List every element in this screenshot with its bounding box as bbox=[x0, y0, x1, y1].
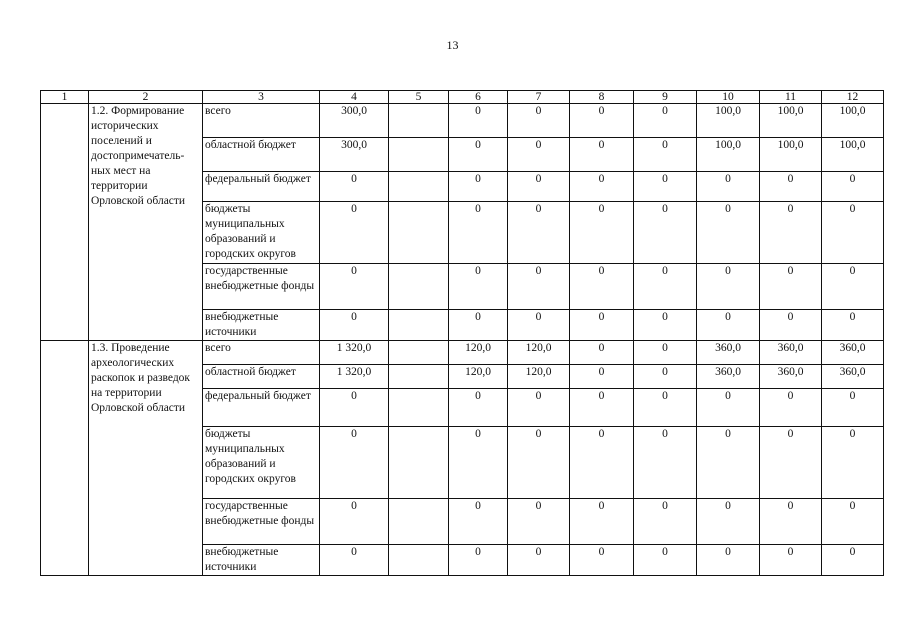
value-cell: 0 bbox=[634, 138, 697, 172]
value-cell: 0 bbox=[634, 545, 697, 576]
value-cell: 0 bbox=[760, 545, 822, 576]
value-cell: 0 bbox=[634, 365, 697, 389]
value-cell: 360,0 bbox=[822, 365, 884, 389]
value-cell: 0 bbox=[320, 389, 389, 427]
value-cell: 0 bbox=[570, 172, 634, 202]
value-cell: 0 bbox=[449, 499, 508, 545]
value-cell: 0 bbox=[822, 499, 884, 545]
value-cell: 0 bbox=[697, 172, 760, 202]
funding-source-cell: федеральный бюджет bbox=[203, 172, 320, 202]
value-cell: 0 bbox=[697, 264, 760, 310]
value-cell: 360,0 bbox=[697, 365, 760, 389]
value-cell: 0 bbox=[634, 427, 697, 499]
value-cell: 100,0 bbox=[760, 138, 822, 172]
value-cell: 0 bbox=[449, 427, 508, 499]
budget-table-container bbox=[40, 90, 884, 576]
funding-source-cell: всего bbox=[203, 341, 320, 365]
value-cell: 0 bbox=[760, 310, 822, 341]
value-cell: 0 bbox=[822, 264, 884, 310]
value-cell: 0 bbox=[449, 545, 508, 576]
value-cell: 0 bbox=[508, 310, 570, 341]
value-cell: 100,0 bbox=[697, 104, 760, 138]
value-cell: 0 bbox=[760, 427, 822, 499]
table-row bbox=[41, 341, 884, 365]
value-cell: 0 bbox=[570, 545, 634, 576]
value-cell: 0 bbox=[320, 499, 389, 545]
funding-source-cell: бюджеты муниципальных образований и городских округов bbox=[203, 202, 320, 264]
header-cell: 9 bbox=[634, 91, 697, 104]
section-title: 1.2. Формирование исторических поселений и достопримечатель-ных мест на территории Орловской области bbox=[89, 104, 203, 341]
value-cell: 0 bbox=[508, 104, 570, 138]
value-cell: 360,0 bbox=[697, 341, 760, 365]
value-cell bbox=[389, 104, 449, 138]
funding-source-cell: внебюджетные источники bbox=[203, 545, 320, 576]
funding-source-cell: бюджеты муниципальных образований и городских округов bbox=[203, 427, 320, 499]
value-cell: 100,0 bbox=[822, 104, 884, 138]
value-cell: 0 bbox=[570, 310, 634, 341]
value-cell: 0 bbox=[570, 104, 634, 138]
value-cell: 0 bbox=[634, 172, 697, 202]
funding-source-cell: государственные внебюджетные фонды bbox=[203, 499, 320, 545]
value-cell: 0 bbox=[449, 389, 508, 427]
value-cell: 0 bbox=[570, 365, 634, 389]
value-cell: 0 bbox=[634, 104, 697, 138]
value-cell bbox=[389, 202, 449, 264]
value-cell: 0 bbox=[449, 138, 508, 172]
value-cell: 0 bbox=[822, 310, 884, 341]
value-cell: 0 bbox=[822, 172, 884, 202]
value-cell: 0 bbox=[449, 310, 508, 341]
value-cell: 0 bbox=[760, 172, 822, 202]
value-cell: 0 bbox=[449, 264, 508, 310]
row-number-cell bbox=[41, 104, 89, 341]
value-cell: 0 bbox=[697, 545, 760, 576]
header-cell: 11 bbox=[760, 91, 822, 104]
value-cell: 120,0 bbox=[449, 365, 508, 389]
value-cell bbox=[389, 264, 449, 310]
value-cell: 300,0 bbox=[320, 104, 389, 138]
value-cell: 360,0 bbox=[760, 341, 822, 365]
value-cell bbox=[389, 389, 449, 427]
header-cell: 2 bbox=[89, 91, 203, 104]
value-cell: 120,0 bbox=[508, 341, 570, 365]
value-cell: 0 bbox=[508, 202, 570, 264]
value-cell: 0 bbox=[508, 138, 570, 172]
header-row bbox=[41, 91, 884, 104]
table-row bbox=[41, 104, 884, 138]
value-cell: 0 bbox=[697, 389, 760, 427]
value-cell: 0 bbox=[508, 264, 570, 310]
funding-source-cell: государственные внебюджетные фонды bbox=[203, 264, 320, 310]
value-cell: 0 bbox=[320, 545, 389, 576]
value-cell: 0 bbox=[449, 202, 508, 264]
value-cell: 0 bbox=[320, 427, 389, 499]
value-cell: 360,0 bbox=[822, 341, 884, 365]
header-cell: 12 bbox=[822, 91, 884, 104]
value-cell: 0 bbox=[508, 545, 570, 576]
value-cell: 0 bbox=[822, 389, 884, 427]
value-cell: 0 bbox=[570, 499, 634, 545]
value-cell: 0 bbox=[634, 341, 697, 365]
budget-table bbox=[40, 90, 884, 576]
value-cell: 0 bbox=[508, 389, 570, 427]
header-cell: 7 bbox=[508, 91, 570, 104]
value-cell: 0 bbox=[634, 389, 697, 427]
funding-source-cell: внебюджетные источники bbox=[203, 310, 320, 341]
funding-source-cell: федеральный бюджет bbox=[203, 389, 320, 427]
value-cell: 0 bbox=[320, 264, 389, 310]
value-cell: 100,0 bbox=[822, 138, 884, 172]
value-cell: 1 320,0 bbox=[320, 341, 389, 365]
value-cell: 0 bbox=[508, 427, 570, 499]
value-cell: 0 bbox=[508, 499, 570, 545]
value-cell: 0 bbox=[697, 427, 760, 499]
value-cell bbox=[389, 172, 449, 202]
value-cell: 0 bbox=[570, 202, 634, 264]
value-cell: 0 bbox=[449, 104, 508, 138]
page-number: 13 bbox=[446, 38, 459, 52]
header-cell: 8 bbox=[570, 91, 634, 104]
value-cell: 0 bbox=[760, 499, 822, 545]
value-cell bbox=[389, 545, 449, 576]
value-cell: 0 bbox=[570, 389, 634, 427]
value-cell: 0 bbox=[634, 499, 697, 545]
value-cell bbox=[389, 138, 449, 172]
value-cell: 0 bbox=[760, 264, 822, 310]
value-cell bbox=[389, 310, 449, 341]
funding-source-cell: областной бюджет bbox=[203, 138, 320, 172]
value-cell: 0 bbox=[570, 427, 634, 499]
row-number-cell bbox=[41, 341, 89, 576]
value-cell: 0 bbox=[822, 545, 884, 576]
header-cell: 5 bbox=[389, 91, 449, 104]
value-cell: 1 320,0 bbox=[320, 365, 389, 389]
funding-source-cell: областной бюджет bbox=[203, 365, 320, 389]
value-cell: 0 bbox=[697, 202, 760, 264]
value-cell: 0 bbox=[634, 310, 697, 341]
value-cell: 0 bbox=[822, 202, 884, 264]
value-cell: 300,0 bbox=[320, 138, 389, 172]
value-cell: 0 bbox=[760, 202, 822, 264]
value-cell bbox=[389, 365, 449, 389]
value-cell: 0 bbox=[570, 264, 634, 310]
value-cell: 0 bbox=[697, 499, 760, 545]
value-cell: 100,0 bbox=[697, 138, 760, 172]
header-cell: 6 bbox=[449, 91, 508, 104]
funding-source-cell: всего bbox=[203, 104, 320, 138]
value-cell: 0 bbox=[760, 389, 822, 427]
value-cell: 120,0 bbox=[508, 365, 570, 389]
value-cell: 0 bbox=[822, 427, 884, 499]
header-cell: 4 bbox=[320, 91, 389, 104]
value-cell: 0 bbox=[634, 264, 697, 310]
value-cell: 0 bbox=[449, 172, 508, 202]
value-cell bbox=[389, 341, 449, 365]
value-cell bbox=[389, 427, 449, 499]
value-cell: 0 bbox=[634, 202, 697, 264]
value-cell: 0 bbox=[320, 310, 389, 341]
header-cell: 1 bbox=[41, 91, 89, 104]
header-cell: 3 bbox=[203, 91, 320, 104]
value-cell: 0 bbox=[320, 202, 389, 264]
value-cell: 0 bbox=[320, 172, 389, 202]
header-cell: 10 bbox=[697, 91, 760, 104]
section-title: 1.3. Проведение археологических раскопок и разведок на территории Орловской области bbox=[89, 341, 203, 576]
value-cell: 0 bbox=[697, 310, 760, 341]
value-cell: 0 bbox=[570, 138, 634, 172]
value-cell bbox=[389, 499, 449, 545]
value-cell: 0 bbox=[570, 341, 634, 365]
value-cell: 120,0 bbox=[449, 341, 508, 365]
value-cell: 0 bbox=[508, 172, 570, 202]
value-cell: 360,0 bbox=[760, 365, 822, 389]
value-cell: 100,0 bbox=[760, 104, 822, 138]
